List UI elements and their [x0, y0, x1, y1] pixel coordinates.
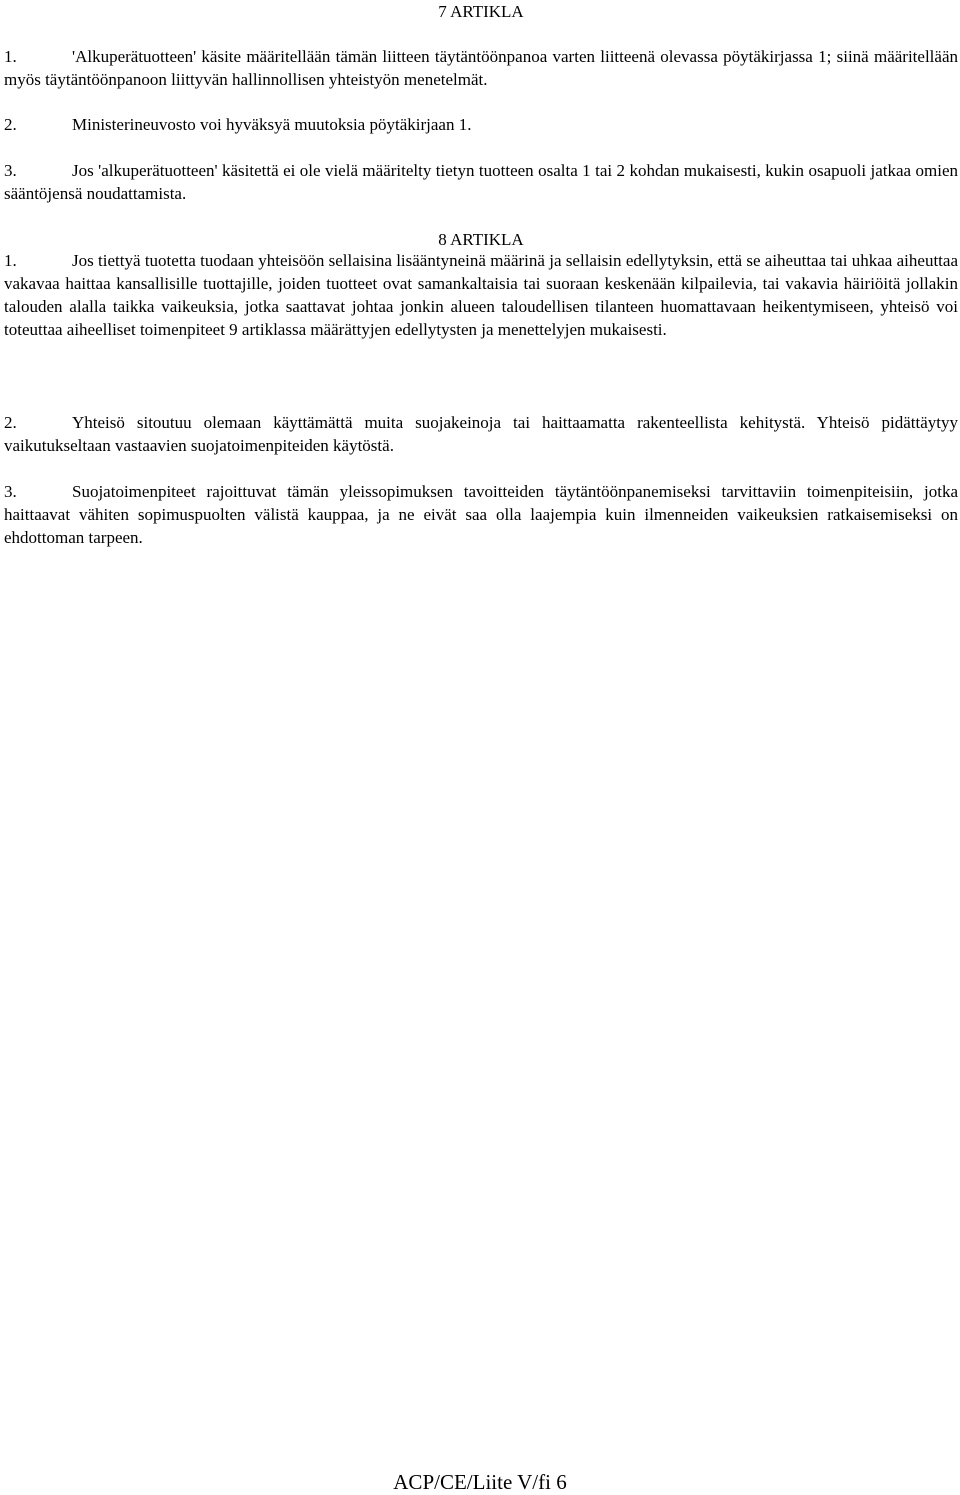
- paragraph-text: Suojatoimenpiteet rajoittuvat tämän yleissopimuksen tavoitteiden täytäntöönpanemiseksi tarvittaviin toimenpiteisiin, jotka haittaavat vähiten sopimuspuolten välistä kauppaa, ja ne eivät saa olla laajempia kuin ilmenneiden vaikeuksien ratkaisemiseksi on ehdottoman tarpeen.: [4, 482, 958, 547]
- article-8-paragraph-3: [4, 480, 958, 549]
- article-7-paragraph-2: [4, 113, 958, 136]
- page-footer: ACP/CE/Liite V/fi 6: [393, 1470, 567, 1494]
- paragraph-text: Ministerineuvosto voi hyväksyä muutoksia pöytäkirjaan 1.: [72, 115, 472, 134]
- paragraph-number: 3.: [4, 482, 17, 501]
- paragraph-text: 'Alkuperätuotteen' käsite määritellään tämän liitteen täytäntöönpanoa varten liitteenä olevassa pöytäkirjassa 1; siinä määritellään myös täytäntöönpanoon liittyvän hallinnollisen yhteistyön menetelmät.: [4, 47, 958, 89]
- paragraph-number: 1.: [4, 47, 17, 66]
- paragraph-number: 3.: [4, 161, 17, 180]
- paragraph-text: Jos 'alkuperätuotteen' käsitettä ei ole vielä määritelty tietyn tuotteen osalta 1 tai 2 kohdan mukaisesti, kukin osapuoli jatkaa omien sääntöjensä noudattamista.: [4, 161, 958, 203]
- article-8-paragraph-1: [4, 249, 958, 341]
- paragraph-number: 2.: [4, 413, 17, 432]
- article-8-paragraph-2: [4, 411, 958, 457]
- paragraph-number: 2.: [4, 115, 17, 134]
- paragraph-text: Yhteisö sitoutuu olemaan käyttämättä muita suojakeinoja tai haittaamatta rakenteellista kehitystä. Yhteisö pidättäytyy vaikutukseltaan vastaavien suojatoimenpiteiden käytöstä.: [4, 413, 958, 455]
- article-8-heading: 8 ARTIKLA: [438, 230, 524, 249]
- article-7-heading: 7 ARTIKLA: [438, 2, 524, 21]
- paragraph-number: 1.: [4, 251, 17, 270]
- paragraph-text: Jos tiettyä tuotetta tuodaan yhteisöön sellaisina lisääntyneinä määrinä ja sellaisin edellytyksin, että se aiheuttaa tai uhkaa aiheuttaa vakavaa haittaa kansallisille tuottajille, joiden tuotteet ovat samankaltaisia tai suoraan keskenään kilpailevia, tai vakavia häiriöitä jollakin talouden alalla taikka vaikeuksia, jotka saattavat johtaa jonkin alueen taloudellisen tilanteen huomattavaan heikentymiseen, yhteisö voi toteuttaa aiheelliset toimenpiteet 9 artiklassa määrättyjen edellytysten ja menettelyjen mukaisesti.: [4, 251, 958, 339]
- article-7-paragraph-3: [4, 159, 958, 205]
- article-7-paragraph-1: [4, 45, 958, 91]
